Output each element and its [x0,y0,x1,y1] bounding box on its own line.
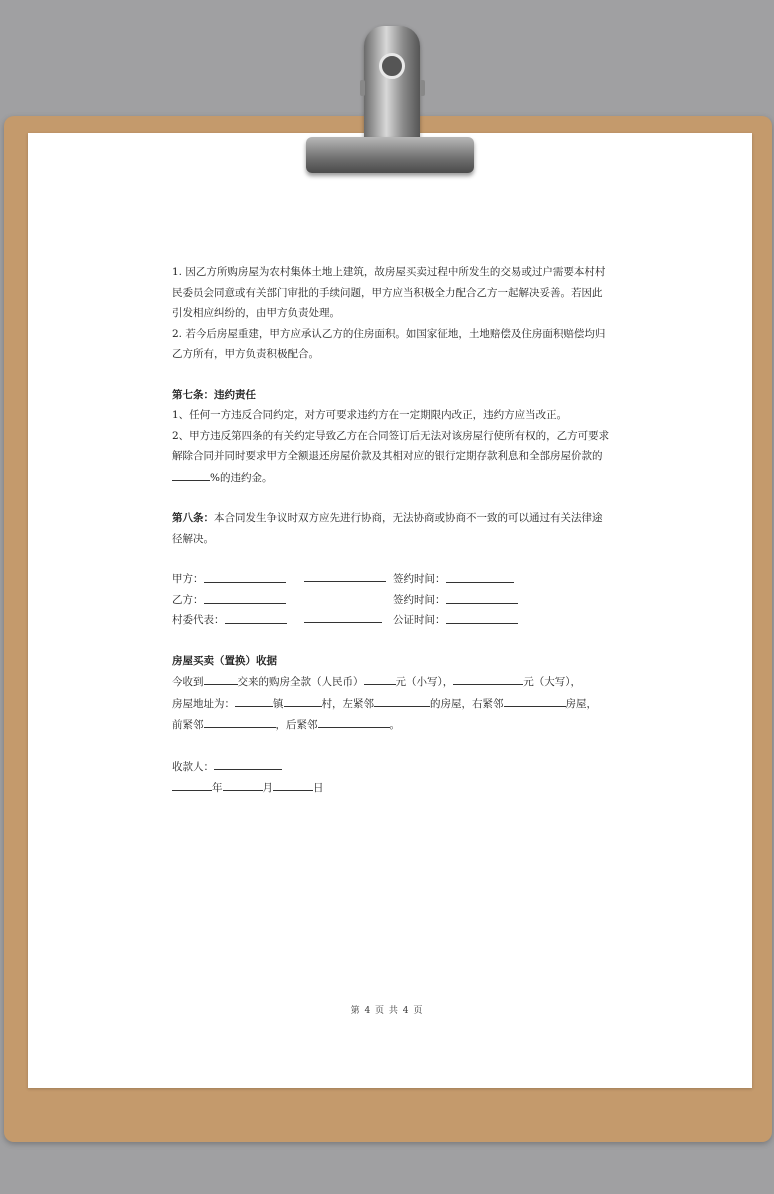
receipt-line-1: 今收到 交来的购房全款（人民币） 元（小写）， 元（大写）， [172,671,612,693]
article-8-text: 本合同发生争议时双方应先进行协商，无法协商或协商不一致的可以通过有关法律途径解决。 [172,512,603,545]
party-b-label: 乙方： [172,593,204,606]
receipt-title: 房屋买卖（置换）收据 [172,654,277,667]
notary-time-label: 公证时间： [393,614,446,626]
sign-time-blank [446,569,514,583]
signature-row-c [172,610,612,631]
sign-time-label-2: 签约时间： [393,593,446,606]
village-rep-blank-2 [304,609,382,623]
article-7-item-2: 2、甲方违反第四条的有关约定导致乙方在合同签订后无法对该房屋行使所有权的，乙方可要求解除合同并同时要求甲方全额退还房屋价款及其相对应的银行定期存款利息和全部房屋价款的%的违约金。 [172,429,610,484]
village-rep-label: 村委代表： [172,614,225,626]
clip-icon [364,26,420,144]
party-a-blank [204,569,286,583]
penalty-blank [172,467,210,481]
party-a-blank-2 [304,568,386,582]
page-footer: 第 4 页 共 4 页 [350,1006,424,1016]
receipt-line-3: 前紧邻 ，后紧邻 。 [172,714,612,736]
signature-row-b [172,590,612,611]
sign-time-label: 签约时间： [393,573,446,585]
village-rep-blank [225,610,287,624]
article-8 [172,508,612,549]
notary-time-blank [446,610,518,624]
sign-time-blank-2 [446,590,518,604]
signature-row-a [172,569,612,590]
article-7-item-1: 1、任何一方违反合同约定，对方可要求违约方在一定期限内改正，违约方应当改正。 [172,409,568,421]
clip-wire-right [420,80,425,96]
clip-hole [379,53,405,79]
clause-2: 2. 若今后房屋重建，甲方应承认乙方的住房面积。如国家征地，土地赔偿及住房面积赔偿均归乙方所有，甲方负责积极配合。 [172,327,606,360]
document-body [172,262,612,799]
clip-wire-left [360,80,365,96]
payee-line: 收款人： [172,756,612,778]
receipt-line-2: 房屋地址为： 镇 村，左紧邻 的房屋，右紧邻 房屋， [172,693,612,715]
article-8-title: 第八条： [172,512,214,524]
clause-1: 1. 因乙方所购房屋为农村集体土地上建筑，故房屋买卖过程中所发生的交易或过户需要本村村民委员会同意或有关部门审批的手续问题，甲方应当积极全力配合乙方一起解决妥善。若因此引发相应纠纷的，由甲方负责处理。 [172,266,606,319]
party-a-label: 甲方： [172,573,204,585]
article-7-title: 第七条：违约责任 [172,388,256,401]
date-line: 年 月 日 [172,777,612,799]
clip-base [306,137,474,173]
payee-blank [214,756,282,770]
party-b-blank [204,590,286,604]
